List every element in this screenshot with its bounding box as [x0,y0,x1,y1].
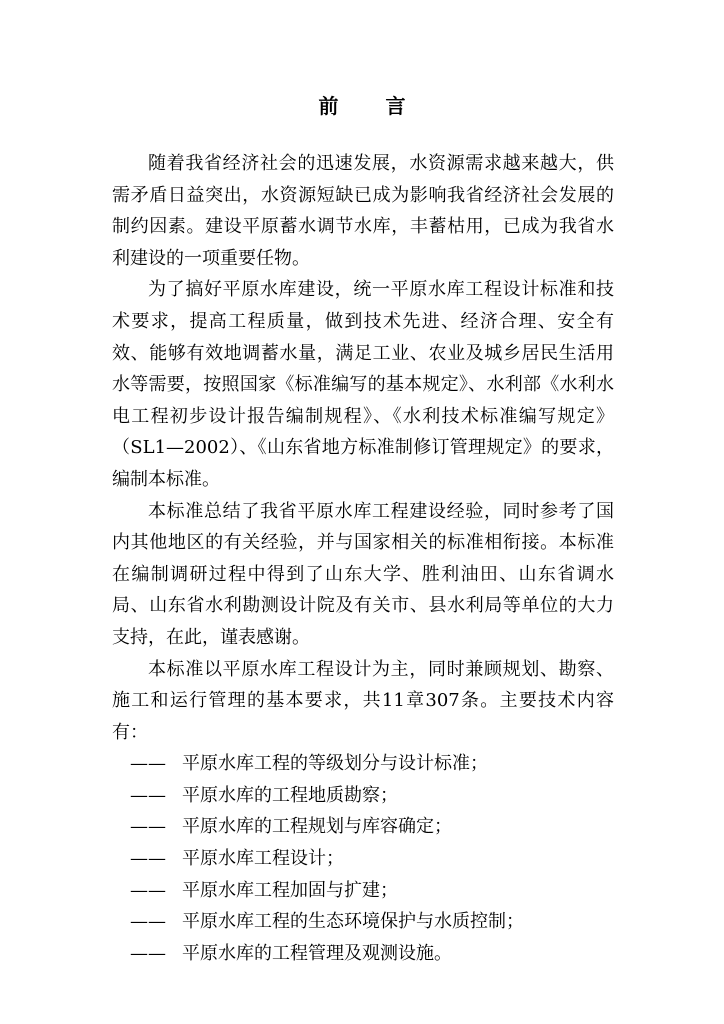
list-item [112,748,614,780]
list-item-text: 平原水库的工程规划与库容确定； [182,816,452,838]
list-item [112,780,614,812]
list-dash: —— [130,879,166,901]
list-dash: —— [130,816,166,838]
list-item-text: 平原水库工程设计； [182,848,344,870]
list-item-text: 平原水库的工程地质勘察； [182,784,398,806]
list-item [112,906,614,938]
list-item [112,875,614,907]
technical-content-list [112,748,614,969]
list-dash: —— [130,911,166,933]
paragraph-2: 为了搞好平原水库建设，统一平原水库工程设计标准和技术要求，提高工程质量，做到技术先进、经济合理、安全有效、能够有效地调蓄水量，满足工业、农业及城乡居民生活用水等需要，按照国家《标准编写的基本规定》、水利部《水利水电工程初步设计报告编制规程》、《水利技术标准编写规定》（SL1—2002）、《山东省地方标准制修订管理规定》的要求，编制本标准。 [112,279,614,490]
page-title: 前 言 [318,94,426,118]
list-item [112,843,614,875]
list-item-text: 平原水库工程加固与扩建； [182,879,398,901]
list-item [112,811,614,843]
paragraph-3: 本标准总结了我省平原水库工程建设经验，同时参考了国内其他地区的有关经验，并与国家相关的标准相衔接。本标准在编制调研过程中得到了山东大学、胜利油田、山东省调水局、山东省水利勘测设计院及有关市、县水利局等单位的大力支持，在此，谨表感谢。 [112,500,614,648]
list-dash: —— [130,784,166,806]
paragraph-4: 本标准以平原水库工程设计为主，同时兼顾规划、勘察、施工和运行管理的基本要求，共11章307条。主要技术内容有： [112,658,614,743]
list-dash: —— [130,942,166,964]
list-item-text: 平原水库工程的等级划分与设计标准； [182,753,488,775]
list-item [112,938,614,970]
list-dash: —— [130,848,166,870]
list-item-text: 平原水库工程的生态环境保护与水质控制； [182,911,524,933]
paragraph-1: 随着我省经济社会的迅速发展，水资源需求越来越大，供需矛盾日益突出，水资源短缺已成为影响我省经济社会发展的制约因素。建设平原蓄水调节水库，丰蓄枯用，已成为我省水利建设的一项重要任物。 [112,153,614,269]
foreword-body [112,148,614,969]
list-dash: —— [130,753,166,775]
list-item-text: 平原水库的工程管理及观测设施。 [182,942,452,964]
